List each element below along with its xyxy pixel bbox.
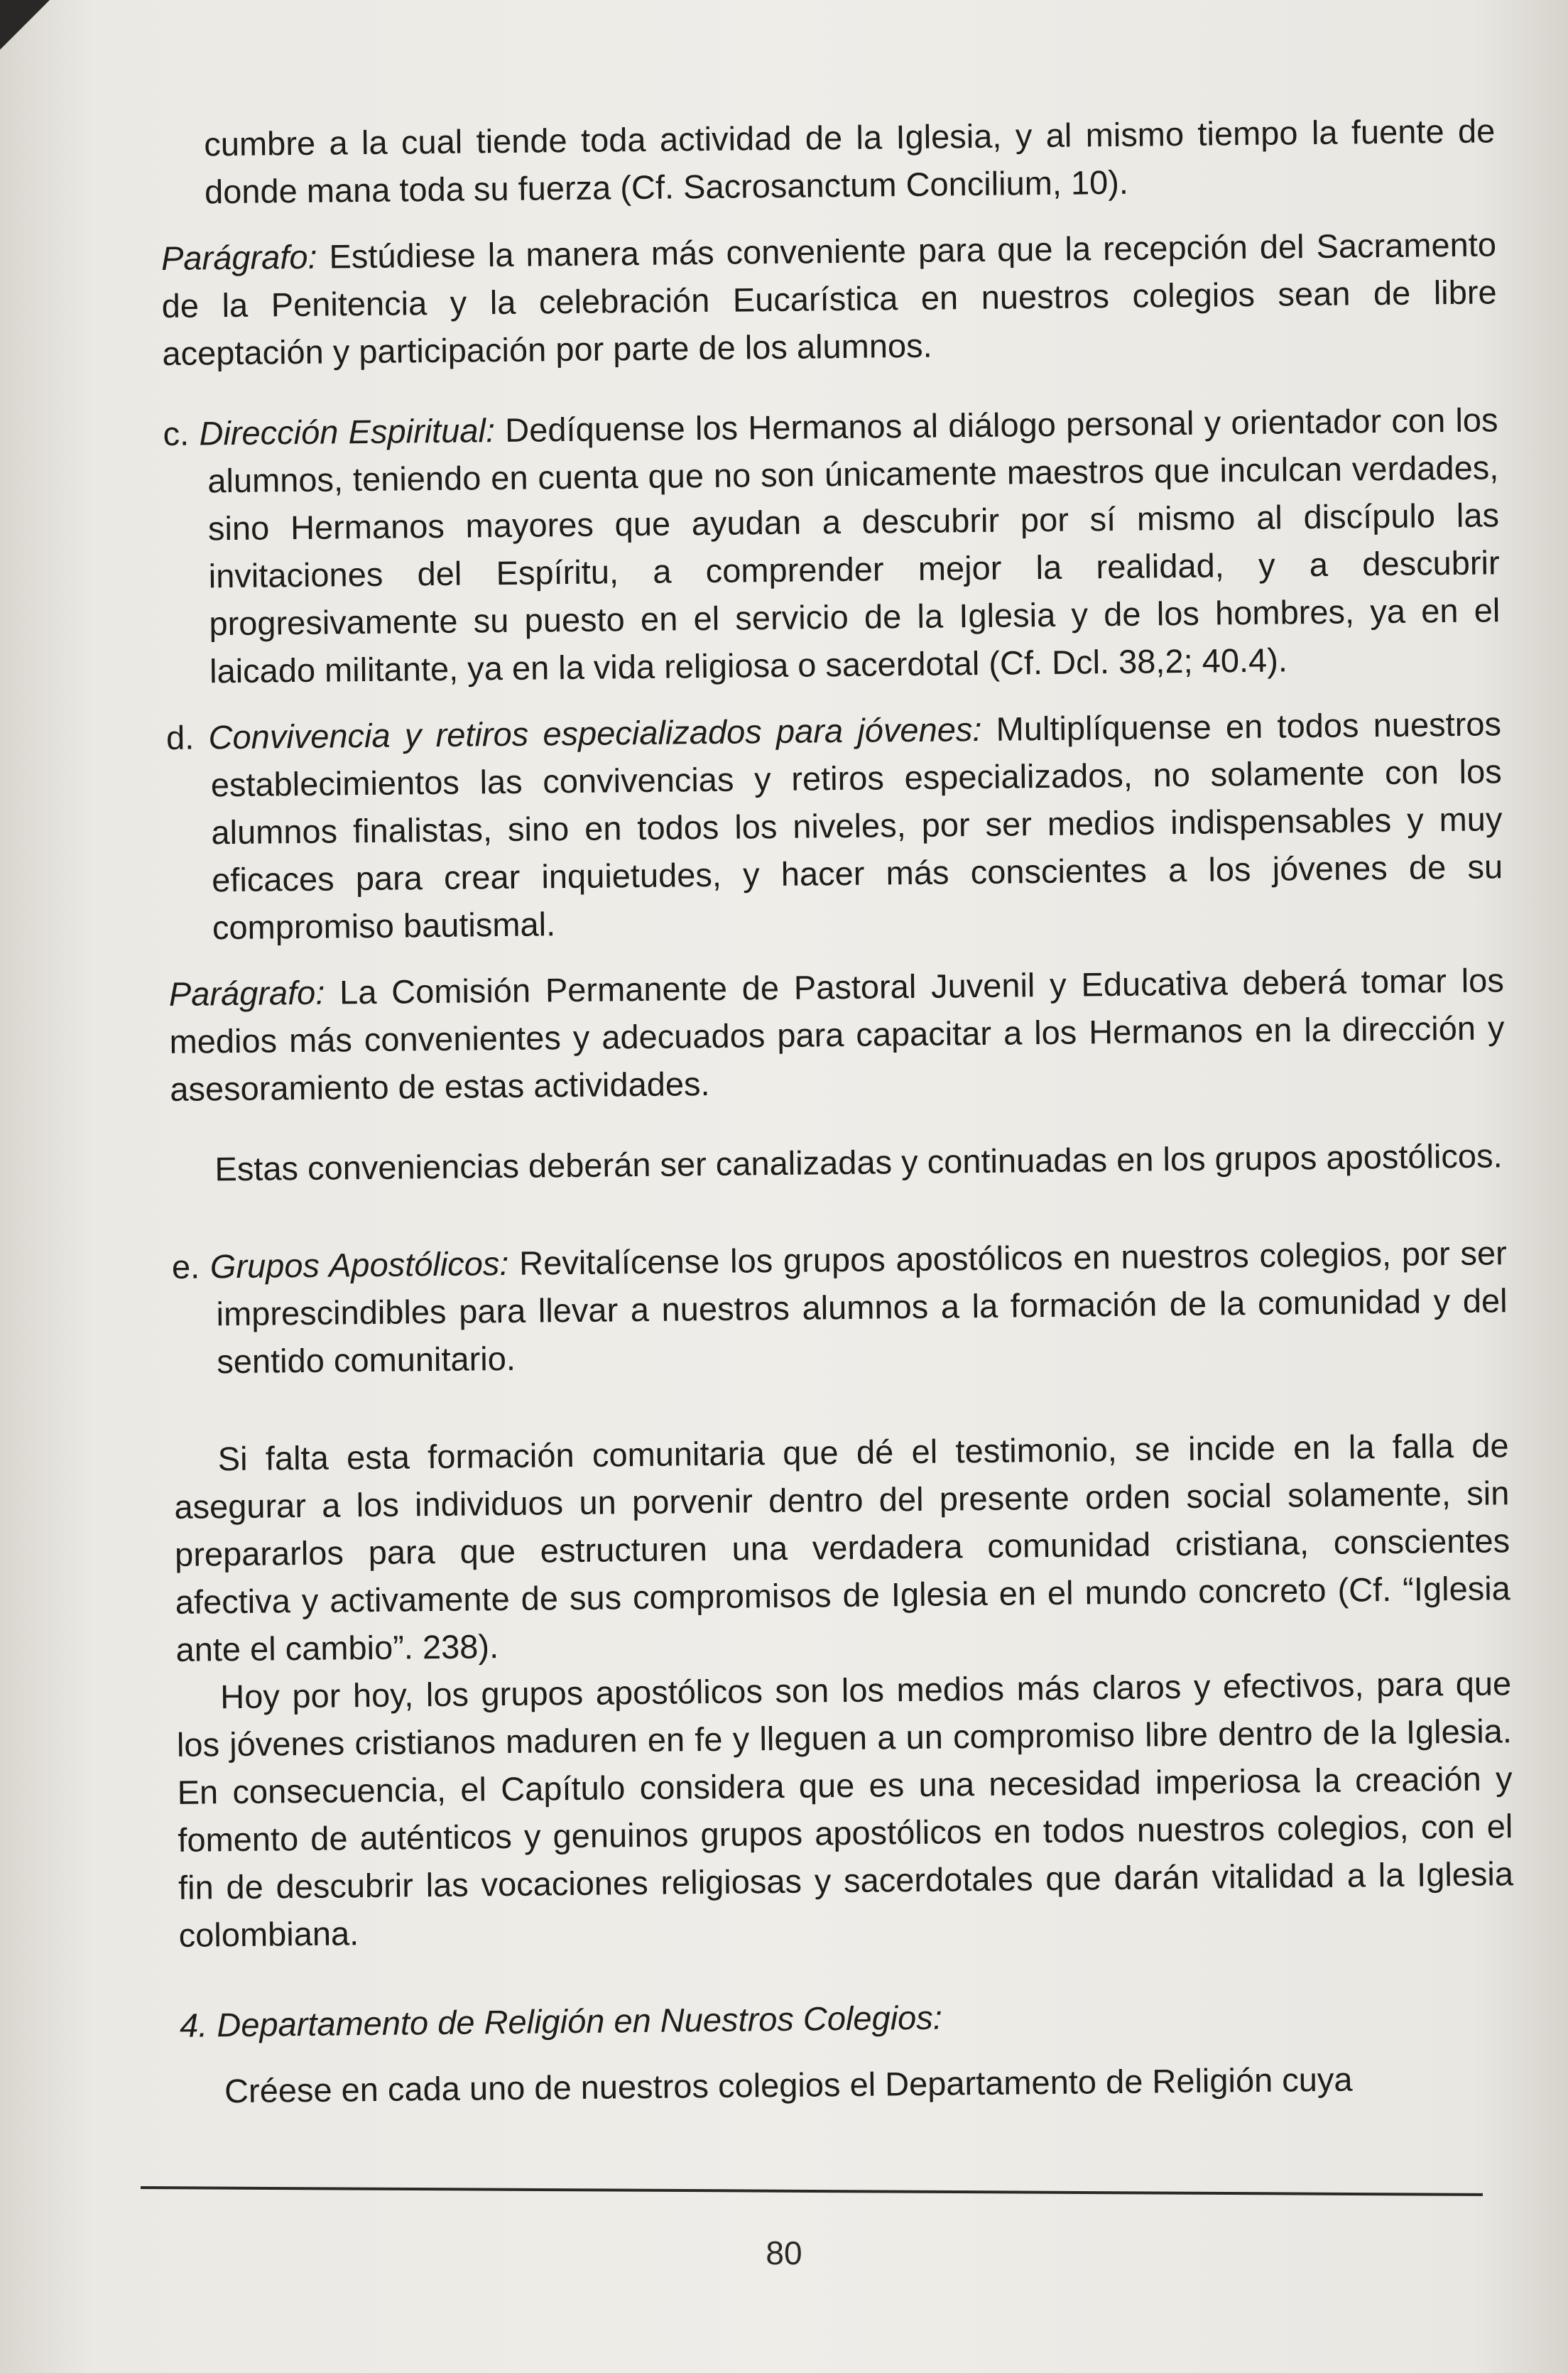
item-marker: e. <box>171 1247 211 1286</box>
item-e-grupos-apostolicos <box>172 1229 1508 1386</box>
paragrafo-label: Parágrafo: <box>168 973 325 1013</box>
item-c-direccion-espiritual <box>163 396 1501 695</box>
paragrafo-text: La Comisión Permanente de Pastoral Juvenil y Educativa deberá tomar los medios más convenientes y adecuados para capacitar a los Hermanos en la dirección y asesoramiento de estas actividades. <box>169 961 1505 1108</box>
section-heading: 4. Departamento de Religión en Nuestros Colegios: <box>179 1998 943 2044</box>
item-text: Dedíquense los Hermanos al diálogo personal y orientador con los alumnos, teniendo en cuenta que no son únicamente maestros que inculcan verdades, sino Hermanos mayores que ayudan a descubrir por sí mismo al discípulo las invitaciones del Espíritu, a comprender mejor la realidad, y a descubrir progresivamente su puesto en el servicio de la Iglesia y de los hombres, ya en el laicado militante, ya en la vida religiosa o sacerdotal (Cf. Dcl. 38,2; 40.4). <box>207 401 1501 690</box>
item-text: Revitalícense los grupos apostólicos en nuestros colegios, por ser imprescindibles para llevar a nuestros alumnos a la formación de la comunidad y del sentido comunitario. <box>216 1234 1508 1381</box>
paragraph-hoy-por-hoy: Hoy por hoy, los grupos apostólicos son los medios más claros y efectivos, para que los jóvenes cristianos maduren en fe y lleguen a un compromiso libre dentro de la Iglesia. En consecuencia, el Capítulo considera que es una necesidad imperiosa la creación y fomento de auténticos y genuinos grupos apostólicos en todos nuestros colegios, con el fin de descubrir las vocaciones religiosas y sacerdotales que darán vitalidad a la Iglesia colombiana. <box>176 1664 1514 1954</box>
item-label: Grupos Apostólicos: <box>209 1244 509 1286</box>
paragraph-departamento: Créese en cada uno de nuestros colegios el Departamento de Religión cuya <box>224 2060 1353 2110</box>
item-d-convivencia <box>166 700 1503 952</box>
item-label: Convivencia y retiros especializados para jóvenes: <box>208 710 982 756</box>
paragrafo-text: Estúdiese la manera más conveniente para que la recepción del Sacramento de la Penitencia y la celebración Eucarística en nuestros colegios sean de libre aceptación y participación por parte de los alumnos. <box>161 225 1497 372</box>
item-marker: d. <box>165 718 209 756</box>
page-corner-shadow <box>0 0 50 50</box>
paragraph-paragrafo-comision <box>169 956 1506 1113</box>
paragraph-paragrafo-penitencia <box>161 220 1498 377</box>
item-label: Dirección Espiritual: <box>199 411 496 452</box>
page-number: 80 <box>766 2234 802 2271</box>
item-text: Multiplíquense en todos nuestros establecimientos las convivencias y retiros especializados, no solamente con los alumnos finalistas, sino en todos los niveles, por ser medios indispensables y muy eficaces para crear inquietudes, y hacer más conscientes a los jóvenes de su compromiso bautismal. <box>210 705 1503 947</box>
paragraph-formacion-comunitaria: Si falta esta formación comunitaria que dé el testimonio, se incide en la falla de asegurar a los individuos un porvenir dentro del presente orden social solamente, sin prepararlos para que estructuren una verdadera comunidad cristiana, conscientes afectiva y activamente de sus compromisos de Iglesia en el mundo concreto (Cf. “Iglesia ante el cambio”. 238). <box>174 1426 1511 1668</box>
page-body <box>160 107 1515 2115</box>
paragraph-conveniencias: Estas conveniencias deberán ser canalizadas y continuadas en los grupos apostólicos. <box>214 1136 1503 1188</box>
footer-rule <box>141 2186 1483 2196</box>
paragrafo-label: Parágrafo: <box>160 237 317 277</box>
paragraph-continuation: cumbre a la cual tiende toda actividad de la Iglesia, y al mismo tiempo la fuente de donde mana toda su fuerza (Cf. Sacrosanctum Concilium, 10). <box>204 112 1496 211</box>
item-marker: c. <box>163 414 200 452</box>
